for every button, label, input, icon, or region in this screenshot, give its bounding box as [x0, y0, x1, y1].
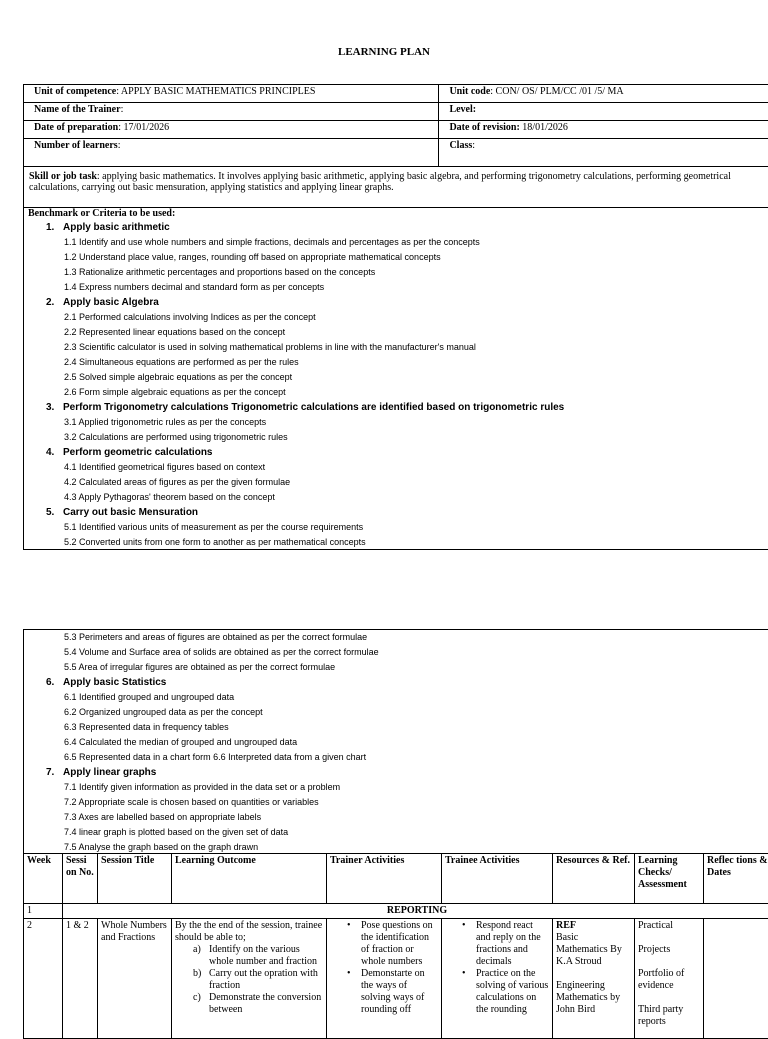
module-title: 5. Carry out basic Mensuration: [24, 505, 768, 520]
revision-date-cell: [439, 121, 768, 139]
table-row: [24, 904, 768, 919]
unit-of-competence-cell: [24, 85, 439, 103]
unit-code-cell: [439, 85, 768, 103]
prep-label: Date of preparation: [34, 122, 118, 133]
trainer-cell: [24, 103, 439, 121]
revision-value: 18/01/2026: [520, 122, 568, 133]
trainee-activities-cell: [442, 919, 553, 1039]
module-title: 2. Apply basic Algebra: [24, 295, 768, 310]
trainee-activity-list: [445, 920, 549, 1016]
criterion-item: 7.1 Identify given information as provided in the data set or a problem: [24, 780, 768, 795]
skill-label: Skill or job task: [29, 171, 97, 182]
list-item: b) Carry out the opration with fraction: [209, 968, 323, 992]
col-header-resources: Resources & Ref.: [553, 854, 635, 904]
learners-value: :: [118, 140, 121, 151]
learners-label: Number of learners: [34, 140, 118, 151]
module-6: [24, 675, 768, 765]
ref-item: Engineering Mathematics by John Bird: [556, 980, 631, 1016]
criterion-item: 7.2 Appropriate scale is chosen based on quantities or variables: [24, 795, 768, 810]
title-cell: Whole Numbers and Fractions: [98, 919, 172, 1039]
criterion-item: 3.1 Applied trigonometric rules as per the concepts: [24, 415, 768, 430]
list-item: • Respond react and reply on the fractions and decimals: [476, 920, 549, 968]
criterion-item: 1.4 Express numbers decimal and standard form as per concepts: [24, 280, 768, 295]
criterion-item: 5.3 Perimeters and areas of figures are obtained as per the correct formulae: [24, 630, 768, 645]
unit-info-table: [23, 84, 768, 208]
unit-code-label: Unit code: [449, 86, 490, 97]
col-header-reflections: Reflec tions & Dates: [704, 854, 768, 904]
benchmark-label: Benchmark or Criteria to be used:: [24, 208, 768, 220]
col-header-trainee: Trainee Activities: [442, 854, 553, 904]
col-header-title: Session Title: [98, 854, 172, 904]
list-item: • Pose questions on the identification of fraction or whole numbers: [361, 920, 438, 968]
module-7: [24, 765, 768, 855]
outcome-cell: [172, 919, 327, 1039]
col-header-session: Sessi on No.: [63, 854, 98, 904]
criterion-item: 1.1 Identify and use whole numbers and simple fractions, decimals and percentages as per the concepts: [24, 235, 768, 250]
criterion-item: 6.1 Identified grouped and ungrouped data: [24, 690, 768, 705]
col-header-trainer: Trainer Activities: [327, 854, 442, 904]
table-header-row: [24, 854, 768, 904]
reporting-cell: REPORTING: [63, 904, 768, 919]
class-cell: [439, 139, 768, 167]
criterion-item: 5.1 Identified various units of measurement as per the course requirements: [24, 520, 768, 535]
unit-code-value: : CON/ OS/ PLM/CC /01 /5/ MA: [490, 86, 623, 97]
revision-label: Date of revision:: [449, 122, 519, 133]
module-title: 7. Apply linear graphs: [24, 765, 768, 780]
trainer-value: :: [121, 104, 124, 115]
col-header-checks: Learning Checks/ Assessment: [635, 854, 704, 904]
trainer-activities-cell: [327, 919, 442, 1039]
outcome-intro: By the the end of the session, trainee should be able to;: [175, 920, 323, 944]
list-item: • Demonstarte on the ways of solving ways of rounding off: [361, 968, 438, 1016]
list-item: • Practice on the solving of various calculations on the rounding: [476, 968, 549, 1016]
check-item: Third party reports: [638, 1004, 700, 1028]
trainer-activity-list: [330, 920, 438, 1016]
col-header-week: Week: [24, 854, 63, 904]
module-1: [24, 220, 768, 295]
page-title: LEARNING PLAN: [0, 46, 768, 58]
benchmark-box-page2: [23, 629, 768, 854]
criterion-item: 6.4 Calculated the median of grouped and ungrouped data: [24, 735, 768, 750]
criterion-item: 5.4 Volume and Surface area of solids are obtained as per the correct formulae: [24, 645, 768, 660]
level-label: Level:: [449, 104, 476, 115]
session-table: [23, 853, 768, 1039]
module-title: 3. Perform Trigonometry calculations Trigonometric calculations are identified based on trigonometric rules: [24, 400, 768, 415]
criterion-item: 4.1 Identified geometrical figures based on context: [24, 460, 768, 475]
check-item: Portfolio of evidence: [638, 968, 700, 992]
criterion-item: 6.5 Represented data in a chart form 6.6 Interpreted data from a given chart: [24, 750, 768, 765]
module-5: [24, 505, 768, 550]
criterion-item: 7.3 Axes are labelled based on appropriate labels: [24, 810, 768, 825]
module-title: 4. Perform geometric calculations: [24, 445, 768, 460]
prep-value: : 17/01/2026: [118, 122, 169, 133]
benchmark-list-page1: [24, 220, 768, 550]
criterion-item: 2.2 Represented linear equations based on the concept: [24, 325, 768, 340]
unit-value: : APPLY BASIC MATHEMATICS PRINCIPLES: [116, 86, 315, 97]
list-item: c) Demonstrate the conversion between: [209, 992, 323, 1016]
module-title: 1. Apply basic arithmetic: [24, 220, 768, 235]
criterion-item: 1.2 Understand place value, ranges, rounding off based on appropriate mathematical concepts: [24, 250, 768, 265]
skill-value: : applying basic mathematics. It involves applying basic arithmetic, applying basic algebra, and performing trigonometry calculations, performing geometrical calculations, carrying out basic mensuration, applying statistics and applying linear graphs.: [29, 171, 731, 193]
col-header-outcome: Learning Outcome: [172, 854, 327, 904]
list-item: a) Identify on the various whole number and fraction: [209, 944, 323, 968]
criterion-item: 6.2 Organized ungrouped data as per the concept: [24, 705, 768, 720]
unit-label: Unit of competence: [34, 86, 116, 97]
class-label: Class: [449, 140, 472, 151]
level-cell: [439, 103, 768, 121]
criterion-item: 2.5 Solved simple algebraic equations as per the concept: [24, 370, 768, 385]
criterion-item: 5.5 Area of irregular figures are obtained as per the correct formulae: [24, 660, 768, 675]
ref-label: REF: [556, 920, 631, 932]
prep-date-cell: [24, 121, 439, 139]
trainer-label: Name of the Trainer: [34, 104, 121, 115]
module-2: [24, 295, 768, 400]
module-3: [24, 400, 768, 445]
criterion-item: 7.5 Analyse the graph based on the graph drawn: [24, 840, 768, 855]
learners-cell: [24, 139, 439, 167]
criterion-item: 2.1 Performed calculations involving Indices as per the concept: [24, 310, 768, 325]
check-item: Practical: [638, 920, 700, 932]
benchmark-list-page2: [24, 630, 768, 855]
criterion-item: 2.6 Form simple algebraic equations as per the concept: [24, 385, 768, 400]
week-cell: 1: [24, 904, 63, 919]
outcome-list: [175, 944, 323, 1016]
ref-item: Basic Mathematics By K.A Stroud: [556, 932, 631, 968]
criterion-item: 3.2 Calculations are performed using trigonometric rules: [24, 430, 768, 445]
criterion-item: 5.2 Converted units from one form to another as per mathematical concepts: [24, 535, 768, 550]
skill-cell: [24, 167, 768, 208]
criterion-item: 2.3 Scientific calculator is used in solving mathematical problems in line with the manufacturer's manual: [24, 340, 768, 355]
criterion-item: 7.4 linear graph is plotted based on the given set of data: [24, 825, 768, 840]
criterion-item: 1.3 Rationalize arithmetic percentages and proportions based on the concepts: [24, 265, 768, 280]
reflections-cell: [704, 919, 768, 1039]
criterion-item: 4.3 Apply Pythagoras' theorem based on the concept: [24, 490, 768, 505]
criterion-item: 6.3 Represented data in frequency tables: [24, 720, 768, 735]
check-item: Projects: [638, 944, 700, 956]
criterion-item: 4.2 Calculated areas of figures as per the given formulae: [24, 475, 768, 490]
module-4: [24, 445, 768, 505]
criterion-item: 2.4 Simultaneous equations are performed as per the rules: [24, 355, 768, 370]
table-row: [24, 919, 768, 1039]
benchmark-box-page1: [23, 208, 768, 550]
checks-cell: [635, 919, 704, 1039]
session-cell: 1 & 2: [63, 919, 98, 1039]
module-title: 6. Apply basic Statistics: [24, 675, 768, 690]
class-value: :: [472, 140, 475, 151]
week-cell: 2: [24, 919, 63, 1039]
resources-cell: [553, 919, 635, 1039]
